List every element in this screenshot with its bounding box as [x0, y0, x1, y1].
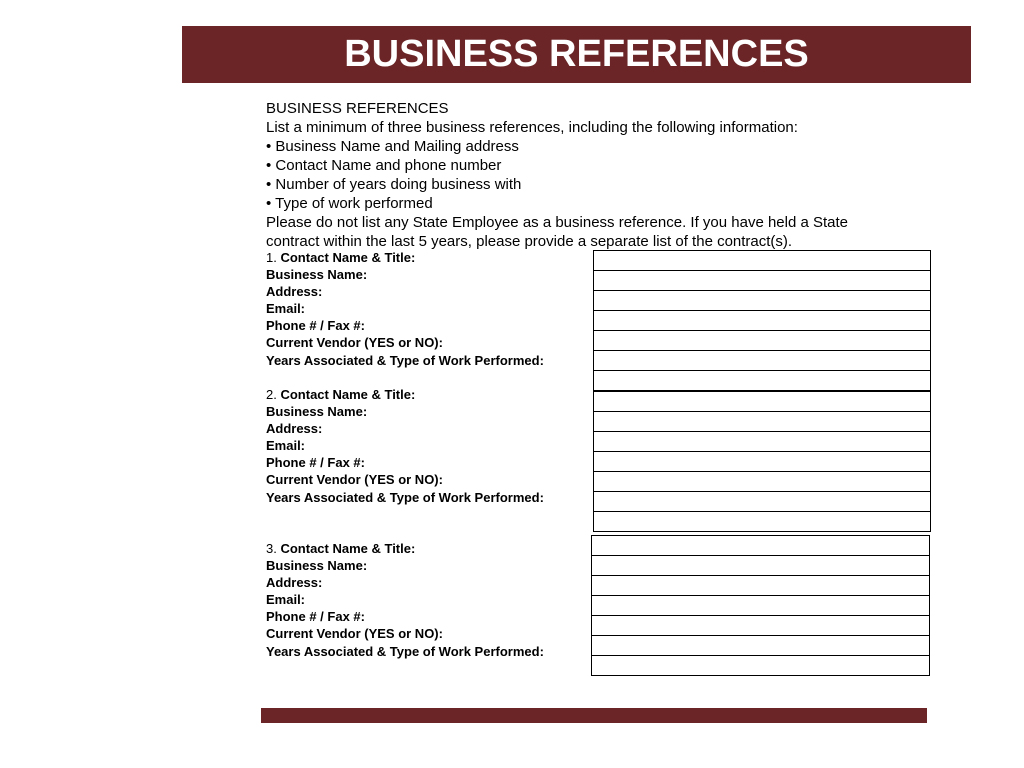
reference-number: 3. — [266, 541, 277, 556]
reference-3-email-field[interactable] — [592, 596, 929, 615]
reference-3-address-field[interactable] — [592, 576, 929, 595]
email-label: Email: — [266, 438, 306, 454]
years-associated-label: Years Associated & Type of Work Performed: — [266, 352, 544, 368]
business-name-label: Business Name: — [266, 404, 368, 420]
reference-2-phone-field[interactable] — [594, 472, 930, 491]
intro-section — [266, 99, 946, 251]
reference-1-business-field[interactable] — [594, 271, 930, 290]
intro-instruction: List a minimum of three business references, including the following information: — [266, 119, 798, 136]
current-vendor-label: Current Vendor (YES or NO): — [266, 335, 443, 351]
business-name-label: Business Name: — [266, 558, 368, 574]
email-label: Email: — [266, 592, 306, 608]
reference-2-labels — [266, 386, 591, 506]
reference-3-labels — [266, 540, 591, 660]
reference-1-phone-field[interactable] — [594, 331, 930, 350]
contact-label: Contact Name & Title: — [280, 387, 416, 402]
reference-2-years-field[interactable] — [594, 512, 930, 531]
reference-number: 2. — [266, 387, 277, 402]
intro-bullet: • Business Name and Mailing address — [266, 138, 519, 155]
reference-1-labels — [266, 249, 591, 369]
reference-number: 1. — [266, 250, 277, 265]
header-banner — [182, 26, 971, 83]
intro-note: Please do not list any State Employee as a business reference. If you have held a State — [266, 214, 849, 231]
reference-1-years-field[interactable] — [594, 371, 930, 390]
reference-2-email-field[interactable] — [594, 452, 930, 471]
intro-bullet: • Contact Name and phone number — [266, 157, 502, 174]
reference-3-years-field[interactable] — [592, 656, 929, 675]
email-label: Email: — [266, 301, 306, 317]
reference-2-contact-field[interactable] — [594, 392, 930, 411]
reference-1-contact-field[interactable] — [594, 251, 930, 270]
current-vendor-label: Current Vendor (YES or NO): — [266, 626, 443, 642]
reference-3-vendor-field[interactable] — [592, 636, 929, 655]
reference-2-table — [593, 391, 931, 532]
address-label: Address: — [266, 421, 323, 437]
intro-note: contract within the last 5 years, please provide a separate list of the contract(s). — [266, 233, 793, 250]
address-label: Address: — [266, 284, 323, 300]
reference-1-table — [593, 250, 931, 391]
current-vendor-label: Current Vendor (YES or NO): — [266, 472, 443, 488]
reference-2-address-field[interactable] — [594, 432, 930, 451]
intro-bullet: • Number of years doing business with — [266, 176, 522, 193]
phone-fax-label: Phone # / Fax #: — [266, 609, 365, 625]
footer-bar — [261, 708, 927, 723]
contact-label: Contact Name & Title: — [280, 541, 416, 556]
reference-3-business-field[interactable] — [592, 556, 929, 575]
reference-1-address-field[interactable] — [594, 291, 930, 310]
reference-2-vendor-field[interactable] — [594, 492, 930, 511]
contact-label: Contact Name & Title: — [280, 250, 416, 265]
intro-heading: BUSINESS REFERENCES — [266, 100, 449, 117]
reference-3-table — [591, 535, 930, 676]
phone-fax-label: Phone # / Fax #: — [266, 318, 365, 334]
reference-1-email-field[interactable] — [594, 311, 930, 330]
phone-fax-label: Phone # / Fax #: — [266, 455, 365, 471]
intro-bullet: • Type of work performed — [266, 195, 433, 212]
reference-2-business-field[interactable] — [594, 412, 930, 431]
reference-3-contact-field[interactable] — [592, 536, 929, 555]
reference-3-phone-field[interactable] — [592, 616, 929, 635]
reference-1-vendor-field[interactable] — [594, 351, 930, 370]
years-associated-label: Years Associated & Type of Work Performed: — [266, 643, 544, 659]
address-label: Address: — [266, 575, 323, 591]
business-name-label: Business Name: — [266, 267, 368, 283]
page-title: BUSINESS REFERENCES — [344, 33, 809, 75]
years-associated-label: Years Associated & Type of Work Performed: — [266, 489, 544, 505]
